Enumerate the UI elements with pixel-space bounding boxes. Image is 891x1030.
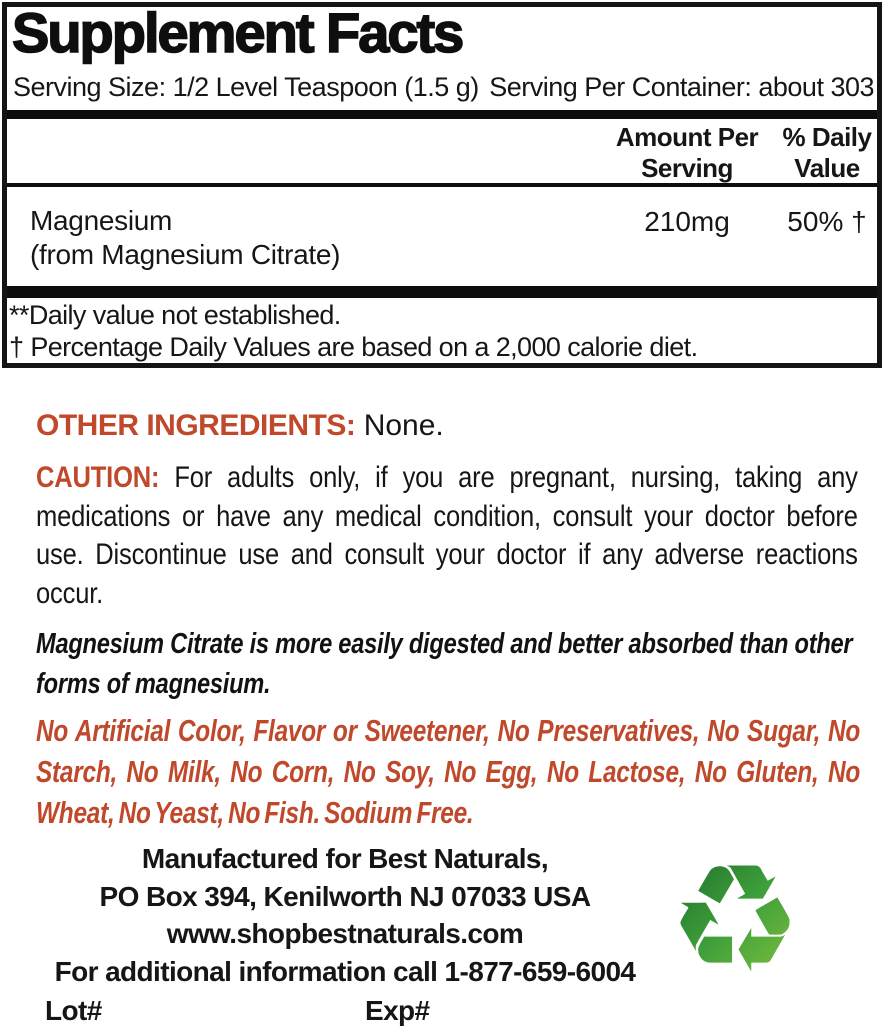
servings-per-container-text: Serving Per Container: about 303 [489, 72, 874, 102]
supplement-facts-panel [2, 2, 882, 368]
footnote-percent-daily: † Percentage Daily Values are based on a 2,000 calorie diet. [9, 332, 698, 362]
panel-title: Supplement Facts [12, 1, 463, 64]
panel-footnotes [9, 299, 873, 363]
other-ingredients-line [36, 408, 444, 444]
amount-per-serving-header: Amount Per Serving [615, 122, 759, 183]
footnote-daily-value: **Daily value not established. [9, 300, 341, 330]
nutrient-name-text: Magnesium [30, 205, 173, 236]
manufacturer-block [45, 840, 645, 1026]
free-of-claims: No Artificial Color, Flavor or Sweetener, No Preservatives, No Sugar, No Starch, No Milk, No Corn, No Soy, No Egg, No Lactose, No Gluten, No Wheat, No Yeast, No Fish. Sodium Free. [36, 714, 860, 830]
absorption-note: Magnesium Citrate is more easily digested and better absorbed than other forms of magnesium. [36, 628, 853, 700]
phone-line: For additional information call 1-877-659-6004 [54, 955, 636, 987]
recycle-glyph: ♻ [667, 833, 803, 1007]
nutrient-amount-value: 210mg [644, 206, 730, 237]
recycle-icon [655, 833, 815, 1007]
lot-label: Lot# [45, 995, 102, 1026]
divider-thick-top [7, 110, 877, 119]
lot-exp-row [45, 992, 645, 1026]
manufacturer-line: Manufactured for Best Naturals, [141, 843, 549, 874]
nutrient-daily-value: 50% † [787, 206, 867, 237]
other-ingredients-label: OTHER INGREDIENTS: [36, 409, 356, 442]
address-line: PO Box 394, Kenilworth NJ 07033 USA [99, 880, 591, 912]
daily-value-header: % Daily Value [782, 122, 872, 183]
table-row [30, 204, 340, 272]
caution-text: For adults only, if you are pregnant, nursing, taking any medications or have any medical condition, consult your doctor before use. Discontinue use and consult your doctor if any adverse reactions occur. [36, 461, 858, 610]
caution-paragraph [36, 459, 858, 613]
nutrient-source-text: (from Magnesium Citrate) [30, 239, 341, 270]
exp-label: Exp# [365, 995, 430, 1026]
other-ingredients-value: None. [355, 409, 444, 442]
website-line: www.shopbestnaturals.com [166, 918, 524, 949]
serving-size-text: Serving Size: 1/2 Level Teaspoon (1.5 g) [13, 72, 479, 102]
divider-thin-header [7, 183, 877, 187]
caution-label: CAUTION: [36, 461, 160, 494]
serving-info-row [13, 71, 874, 103]
divider-thick-bottom [7, 286, 877, 298]
